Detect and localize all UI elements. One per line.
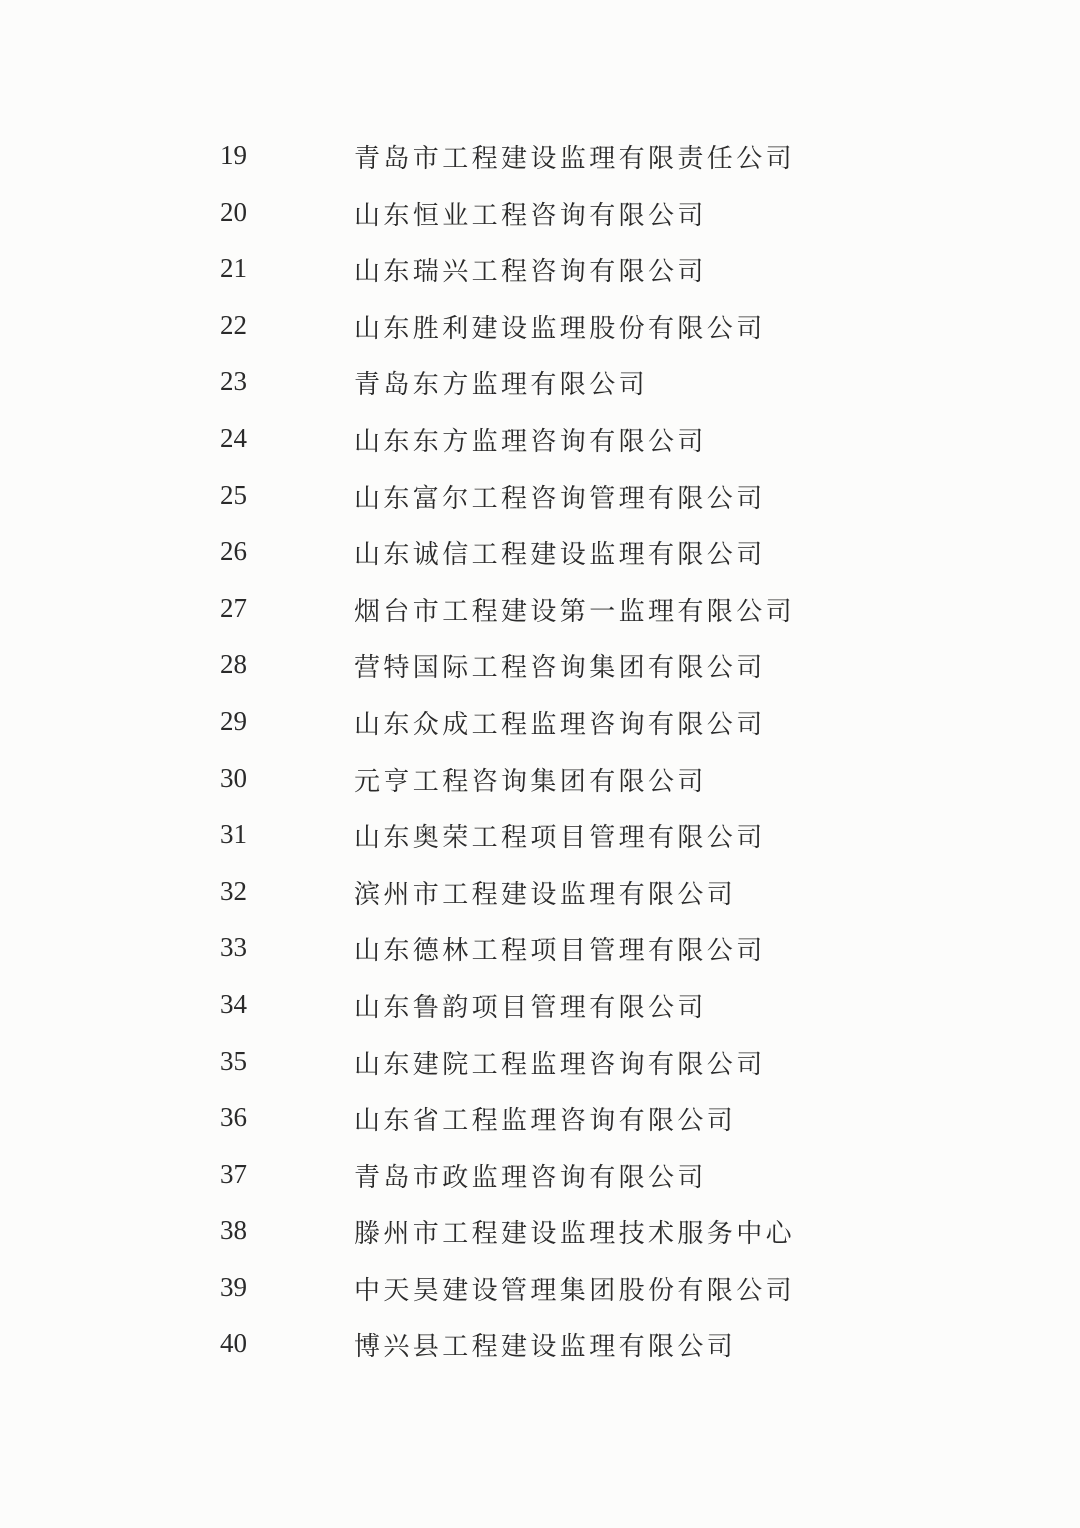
list-item [0, 583, 1080, 640]
list-item [0, 130, 1080, 187]
entry-number: 37 [220, 1158, 247, 1189]
entry-number: 28 [220, 649, 247, 680]
list-item [0, 526, 1080, 583]
list-item [0, 413, 1080, 470]
company-name: 山东众成工程监理咨询有限公司 [354, 709, 766, 740]
company-name: 烟台市工程建设第一监理有限公司 [354, 596, 796, 627]
company-name: 山东恒业工程咨询有限公司 [354, 200, 707, 231]
entry-number: 27 [220, 592, 247, 623]
company-name: 中天昊建设管理集团股份有限公司 [354, 1275, 796, 1306]
entry-number: 30 [220, 762, 247, 793]
entry-number: 31 [220, 819, 247, 850]
entry-number: 21 [220, 253, 247, 284]
company-name: 山东建院工程监理咨询有限公司 [354, 1049, 766, 1080]
entry-number: 33 [220, 932, 247, 963]
list-item [0, 300, 1080, 357]
list-item [0, 639, 1080, 696]
company-name: 山东德林工程项目管理有限公司 [354, 936, 766, 967]
list-item [0, 1205, 1080, 1262]
company-name: 山东瑞兴工程咨询有限公司 [354, 257, 707, 288]
entry-number: 40 [220, 1328, 247, 1359]
list-item [0, 243, 1080, 300]
list-item [0, 187, 1080, 244]
entry-number: 19 [220, 140, 247, 170]
company-name: 山东富尔工程咨询管理有限公司 [354, 483, 766, 514]
list-item [0, 1318, 1080, 1375]
company-name: 山东诚信工程建设监理有限公司 [354, 540, 766, 571]
entry-number: 24 [220, 422, 247, 453]
list-item [0, 470, 1080, 527]
company-name: 元亨工程咨询集团有限公司 [354, 766, 707, 797]
list-item [0, 1092, 1080, 1149]
list-item [0, 979, 1080, 1036]
company-name: 营特国际工程咨询集团有限公司 [354, 653, 766, 684]
company-name: 山东省工程监理咨询有限公司 [354, 1106, 737, 1137]
company-name: 青岛市政监理咨询有限公司 [354, 1162, 707, 1193]
list-item [0, 753, 1080, 810]
company-name: 博兴县工程建设监理有限公司 [354, 1332, 737, 1363]
list-item [0, 696, 1080, 753]
company-name: 山东鲁韵项目管理有限公司 [354, 992, 707, 1023]
entry-number: 25 [220, 479, 247, 510]
entry-number: 39 [220, 1271, 247, 1302]
entry-number: 29 [220, 705, 247, 736]
list-item [0, 866, 1080, 923]
entry-number: 38 [220, 1215, 247, 1246]
list-item [0, 922, 1080, 979]
list-item [0, 1149, 1080, 1206]
company-name: 山东东方监理咨询有限公司 [354, 426, 707, 457]
company-name: 青岛市工程建设监理有限责任公司 [354, 144, 796, 174]
company-name: 滕州市工程建设监理技术服务中心 [354, 1219, 796, 1250]
entry-number: 35 [220, 1045, 247, 1076]
entry-number: 22 [220, 309, 247, 340]
company-name: 山东胜利建设监理股份有限公司 [354, 313, 766, 344]
list-item [0, 1262, 1080, 1319]
entry-number: 32 [220, 875, 247, 906]
company-list [0, 130, 1080, 1375]
company-name: 青岛东方监理有限公司 [354, 370, 649, 401]
list-item [0, 356, 1080, 413]
entry-number: 23 [220, 366, 247, 397]
list-item [0, 1036, 1080, 1093]
entry-number: 34 [220, 988, 247, 1019]
company-name: 滨州市工程建设监理有限公司 [354, 879, 737, 910]
entry-number: 26 [220, 536, 247, 567]
entry-number: 36 [220, 1102, 247, 1133]
company-name: 山东奥荣工程项目管理有限公司 [354, 823, 766, 854]
list-item [0, 809, 1080, 866]
entry-number: 20 [220, 196, 247, 227]
